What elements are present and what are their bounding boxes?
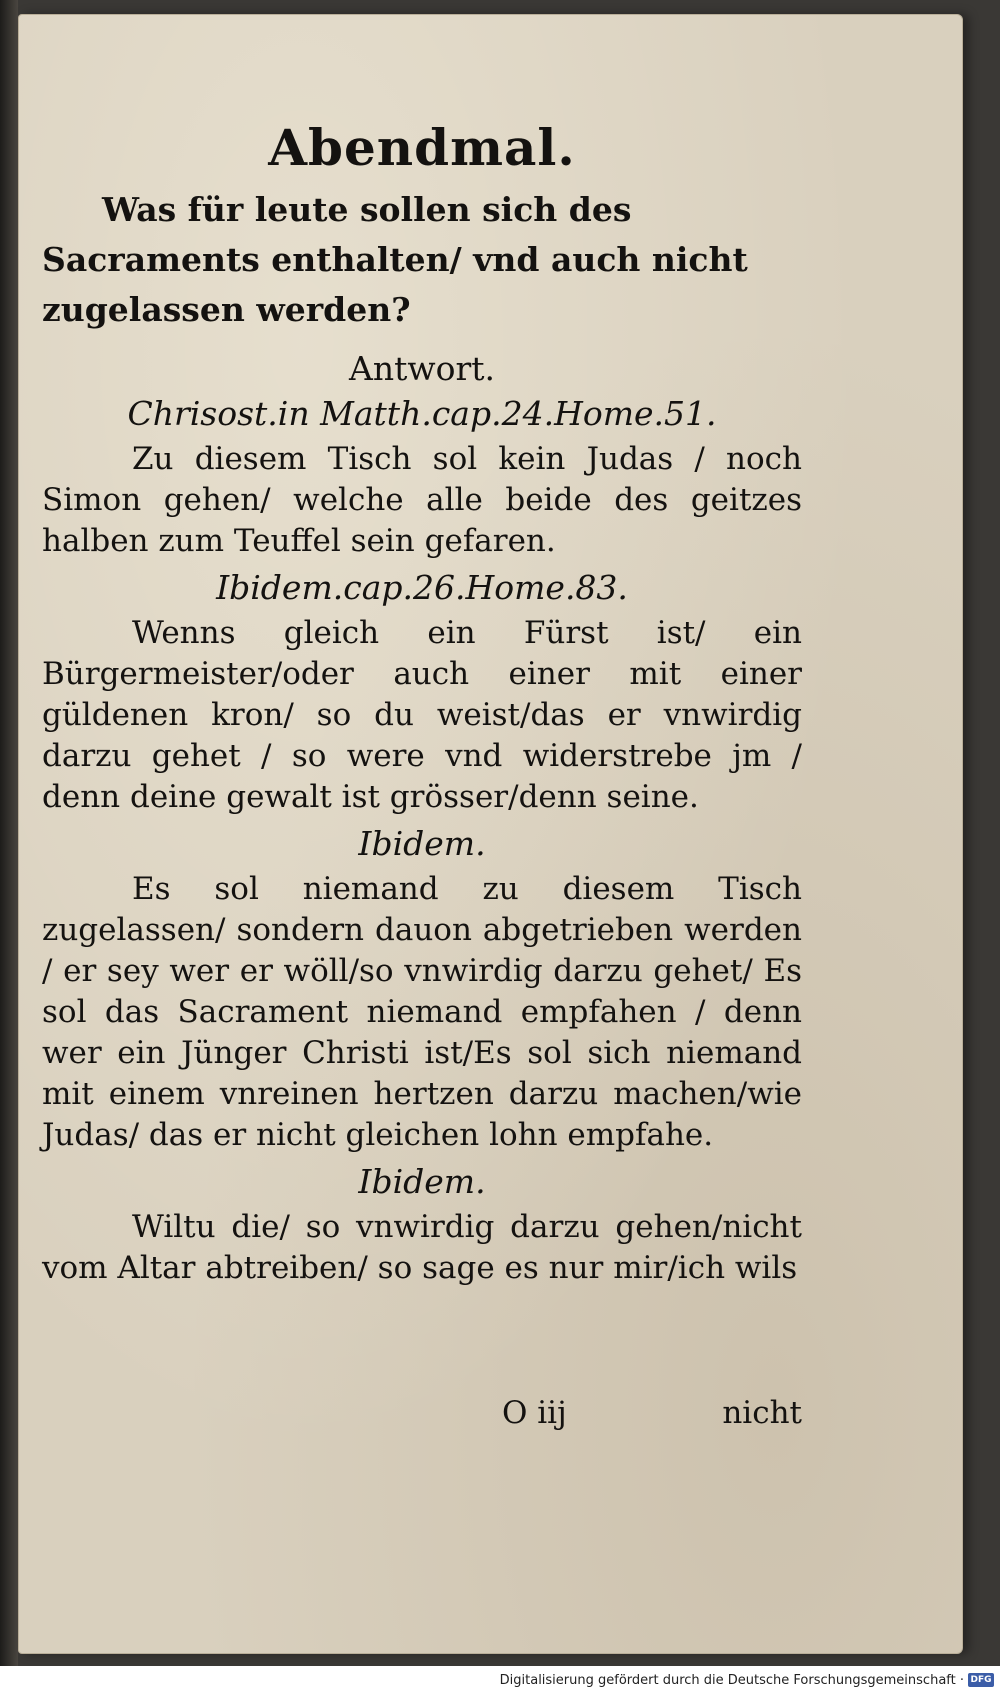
credit-bar <box>0 1666 1000 1692</box>
citation-3: Ibidem. <box>358 824 486 863</box>
funding-credit: Digitalisierung gefördert durch die Deutsche Forschungsgemeinschaft · <box>499 1673 964 1688</box>
dfg-logo-icon: DFG <box>968 1673 994 1687</box>
answer-label: Antwort. <box>349 349 495 388</box>
page-heading: Abendmal. <box>268 118 576 177</box>
citation-2: Ibidem.cap.26.Home.83. <box>216 568 628 607</box>
citation-1: Chrisost.in Matth.cap.24.Home.51. <box>127 394 717 433</box>
catchword: nicht <box>722 1395 802 1431</box>
book-spine-shadow <box>0 0 18 1692</box>
page-content <box>42 100 802 1289</box>
paragraph-3: Es sol niemand zu diesem Tisch zugelassen/ sondern dauon abgetrieben werden / er sey wer er wöll/so vnwirdig darzu gehet/ Es sol das Sacrament niemand empfahen / denn wer ein Jünger Christi ist/Es sol sich niemand mit einem vnreinen hertzen darzu machen/wie Judas/ das er nicht gleichen lohn empfahe. <box>42 871 802 1153</box>
paragraph-2: Wenns gleich ein Fürst ist/ ein Bürgermeister/oder auch einer mit einer güldenen kron/ so du weist/das er vnwirdig darzu gehet / so were vnd widerstrebe jm / denn deine gewalt ist grösser/denn seine. <box>42 615 802 815</box>
page-footer-line <box>42 1395 802 1435</box>
question-text: Was für leute sollen sich des Sacraments enthalten/ vnd auch nicht zugelassen werden? <box>42 190 748 329</box>
signature-mark: O iij <box>502 1395 567 1431</box>
paragraph-1: Zu diesem Tisch sol kein Judas / noch Simon gehen/ welche alle beide des geitzes halben zum Teuffel sein gefaren. <box>42 441 802 559</box>
paragraph-4: Wiltu die/ so vnwirdig darzu gehen/nicht vom Altar abtreiben/ so sage es nur mir/ich wils <box>42 1209 802 1286</box>
citation-4: Ibidem. <box>358 1162 486 1201</box>
